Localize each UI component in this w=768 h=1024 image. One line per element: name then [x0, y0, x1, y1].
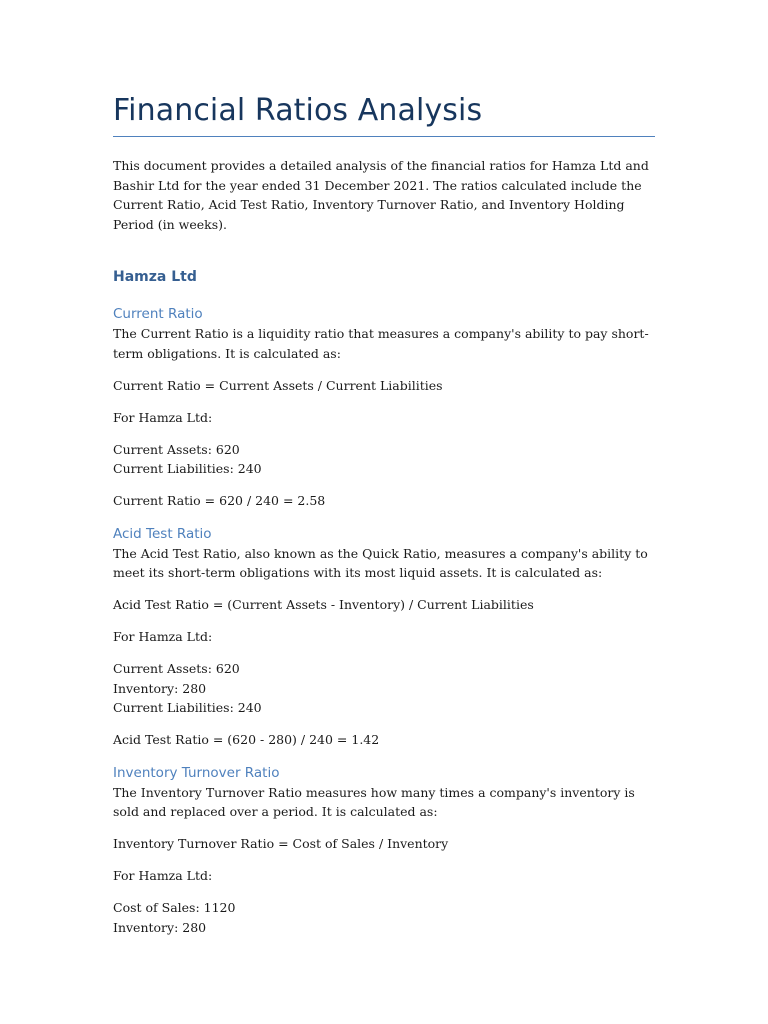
inventory-turnover-inventory: Inventory: 280: [113, 919, 207, 935]
current-ratio-description: The Current Ratio is a liquidity ratio that measures a company's ability to pay short-term obligations. It is calculated as:: [113, 326, 649, 361]
current-ratio-for-label: For Hamza Ltd:: [113, 409, 213, 425]
acid-test-heading: Acid Test Ratio: [113, 525, 212, 542]
acid-test-result: Acid Test Ratio = (620 - 280) / 240 = 1.42: [113, 732, 380, 747]
page-title: Financial Ratios Analysis: [113, 93, 655, 137]
inventory-turnover-for-label: For Hamza Ltd:: [113, 868, 213, 883]
current-ratio-formula: Current Ratio = Current Assets / Current Liabilities: [113, 377, 443, 393]
current-ratio-current-assets: Current Assets: 620: [113, 441, 240, 457]
inventory-turnover-formula: Inventory Turnover Ratio = Cost of Sales / Inventory: [113, 836, 449, 851]
current-ratio-result: Current Ratio = 620 / 240 = 2.58: [113, 493, 326, 508]
intro-paragraph: This document provides a detailed analysis of the financial ratios for Hamza Ltd and Bashir Ltd for the year ended 31 December 2021. The ratios calculated include the Current Ratio, Acid Test Ratio, Inventory Turnover Ratio, and Inventory Holding Period (in weeks).: [113, 158, 649, 232]
acid-test-formula: Acid Test Ratio = (Current Assets - Inventory) / Current Liabilities: [113, 597, 534, 612]
acid-test-current-liabilities: Current Liabilities: 240: [113, 700, 262, 715]
acid-test-current-assets: Current Assets: 620: [113, 661, 240, 676]
current-ratio-heading: Current Ratio: [113, 306, 203, 322]
inventory-turnover-description: The Inventory Turnover Ratio measures how many times a company's inventory is sold and replaced over a period. It is calculated as:: [113, 784, 635, 819]
inventory-turnover-heading: Inventory Turnover Ratio: [113, 764, 280, 781]
current-ratio-current-liabilities: Current Liabilities: 240: [113, 461, 262, 476]
company-heading: Hamza Ltd: [113, 269, 197, 285]
acid-test-inventory: Inventory: 280: [113, 680, 207, 696]
acid-test-for-label: For Hamza Ltd:: [113, 629, 213, 644]
inventory-turnover-cost-of-sales: Cost of Sales: 1120: [113, 900, 236, 915]
acid-test-description: The Acid Test Ratio, also known as the Quick Ratio, measures a company's ability to meet its short-term obligations with its most liquid assets. It is calculated as:: [113, 545, 648, 580]
